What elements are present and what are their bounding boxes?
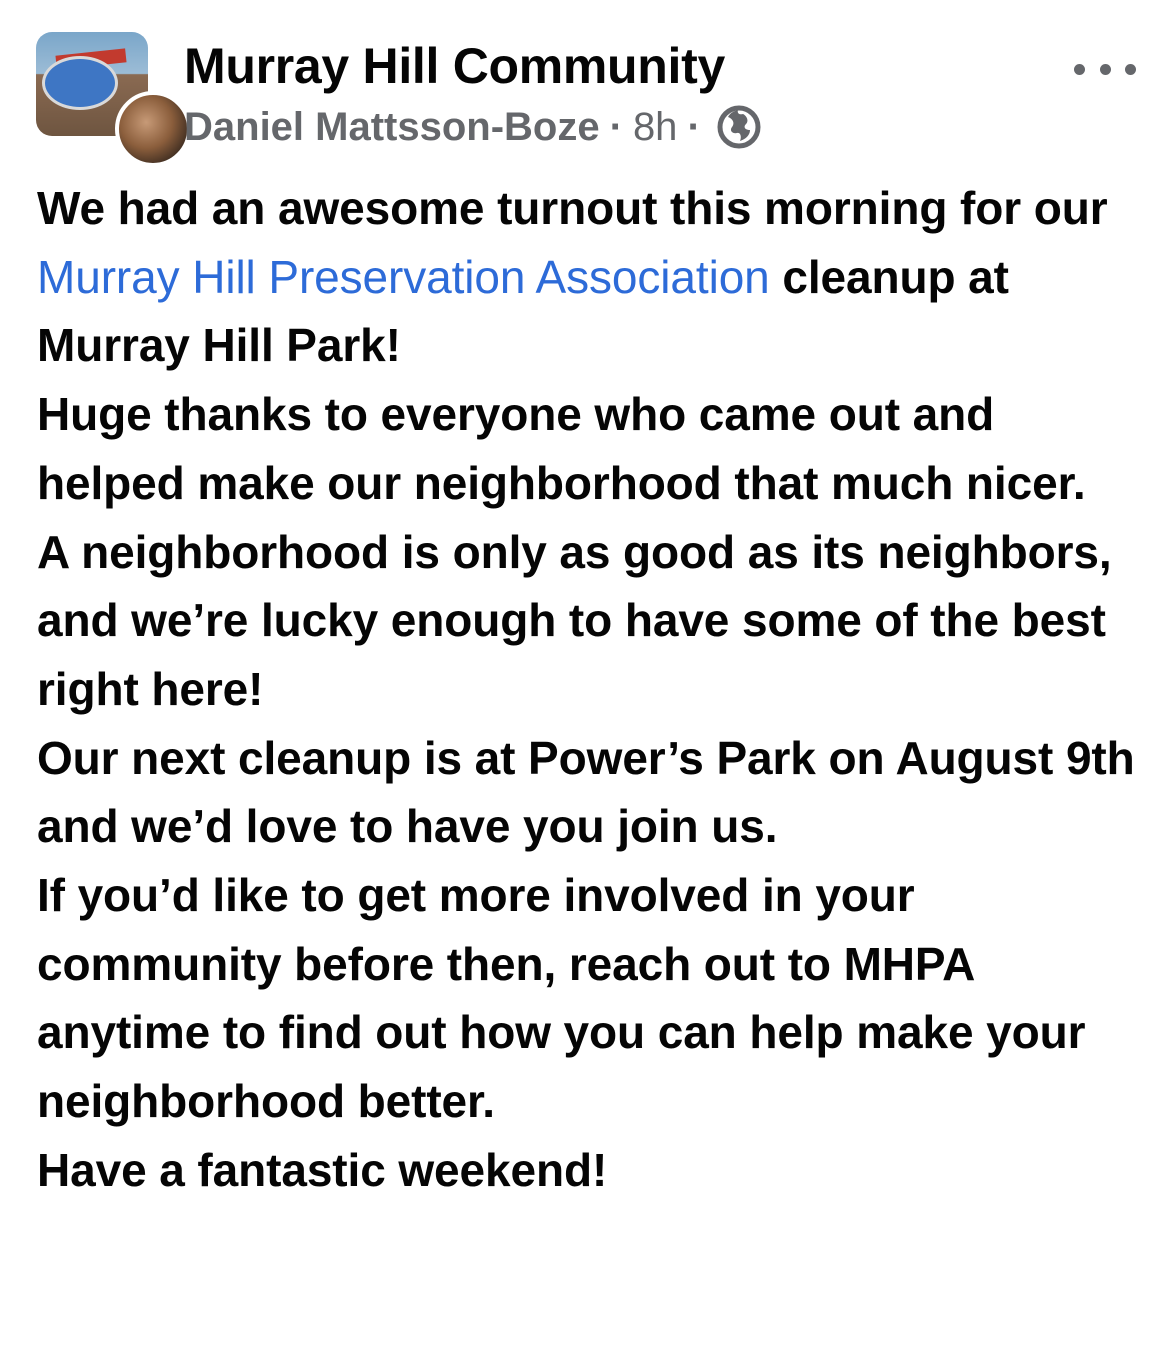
group-avatar-mural: [42, 56, 118, 110]
post-paragraph: Huge thanks to everyone who came out and helped make our neighborhood that much nicer.: [37, 388, 1086, 509]
post-body: [37, 174, 1147, 1205]
mention-link-mhpa[interactable]: Murray Hill Preservation Association: [37, 250, 770, 303]
post-timestamp[interactable]: 8h: [632, 105, 678, 149]
post-text: We had an awesome turnout this morning for our: [37, 182, 1108, 234]
post-paragraph: A neighborhood is only as good as its neighbors, and we’re lucky enough to have some of the best right here!: [37, 525, 1112, 715]
more-dot: [1125, 64, 1136, 75]
post-paragraph: [37, 174, 1147, 380]
post-text: cleanup at Murray Hill Park!: [37, 250, 1009, 372]
author-avatar[interactable]: [115, 91, 191, 167]
post-header: [36, 32, 1136, 150]
more-options-button[interactable]: [1074, 54, 1136, 84]
meta-separator: ·: [609, 105, 623, 149]
post-paragraph: Have a fantastic weekend!: [37, 1143, 608, 1196]
post-paragraph: Our next cleanup is at Power’s Park on August 9th and we’d love to have you join us.: [37, 731, 1135, 853]
group-name-link[interactable]: Murray Hill Community: [184, 38, 725, 94]
meta-separator: ·: [687, 105, 701, 149]
author-name-link[interactable]: Daniel Mattsson-Boze: [184, 105, 600, 149]
more-dot: [1074, 64, 1085, 75]
post-paragraph: If you’d like to get more involved in your community before then, reach out to MHPA anytime to find out how you can help make your neighborhood better.: [37, 869, 1086, 1128]
post-meta: [184, 102, 763, 152]
more-dot: [1100, 64, 1111, 75]
globe-icon[interactable]: [715, 103, 763, 151]
